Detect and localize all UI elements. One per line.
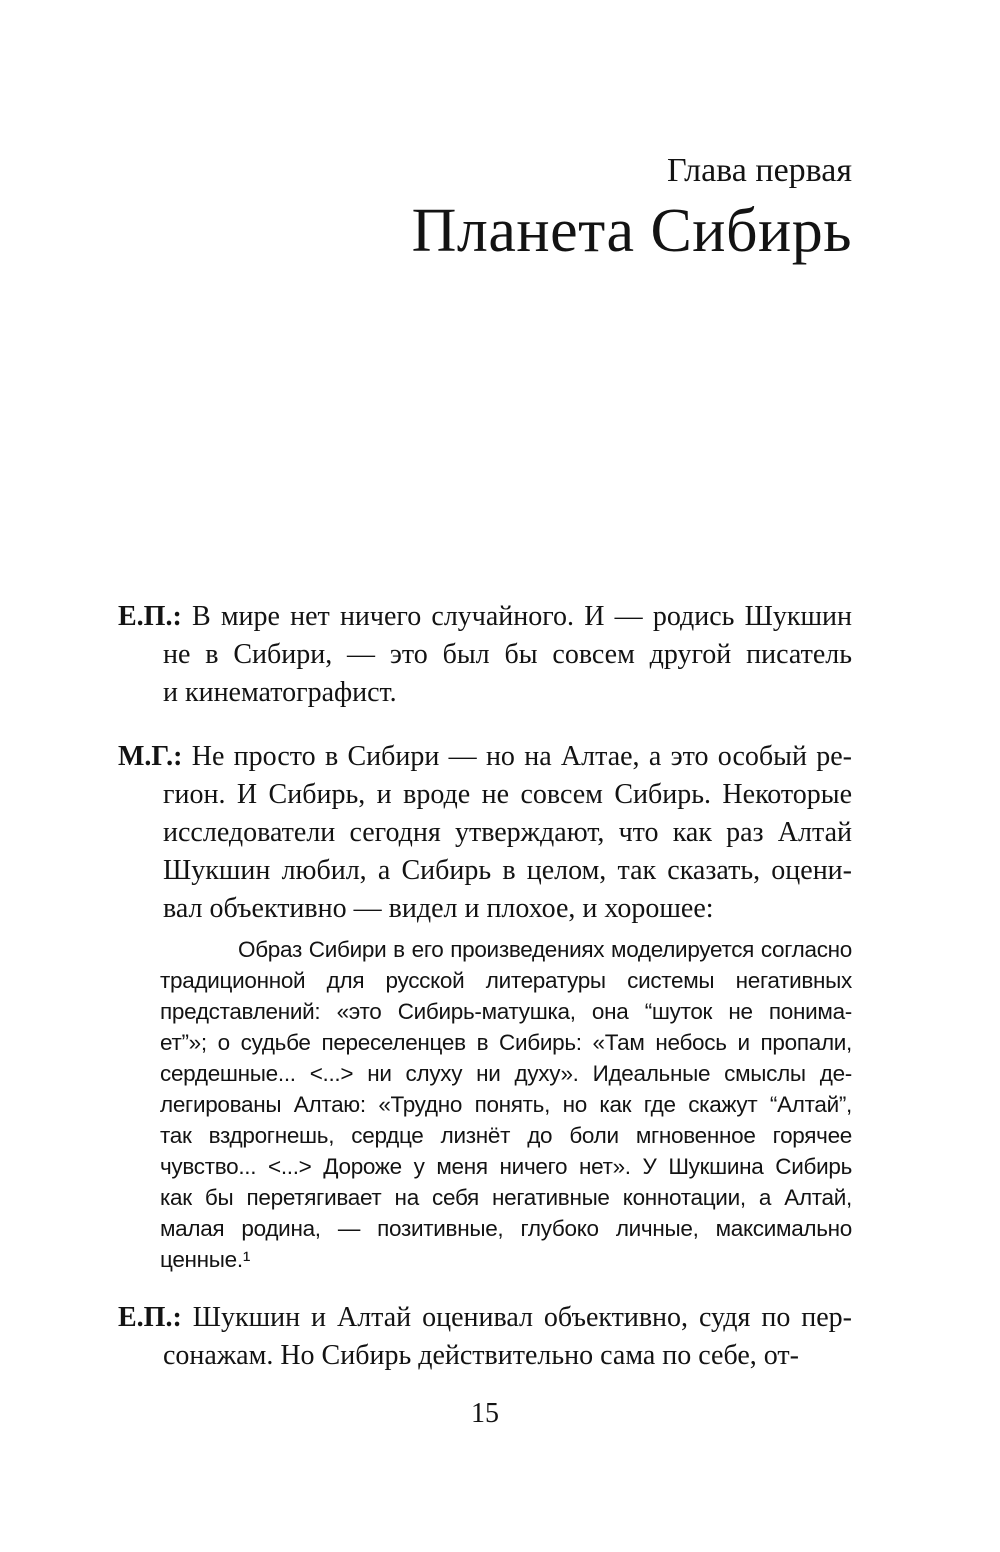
text-line: традиционной для русской литературы системы негативных [160,968,852,993]
text-line: легированы Алтаю: «Трудно понять, но как где скажут “Алтай”, [160,1092,852,1117]
dialogue-paragraph [118,598,852,712]
text-line: не в Сибири, — это был бы совсем другой писатель [163,639,852,670]
block-quote [118,934,852,1275]
chapter-title: Планета Сибирь [411,197,852,265]
page-number: 15 [471,1398,499,1429]
text-line: как бы перетягивает на себя негативные коннотации, а Алтай, [160,1185,852,1210]
text-line: Образ Сибири в его произведениях моделируется согласно [238,937,852,962]
text-line: ценные.¹ [160,1247,251,1272]
text-line: и кинематографист. [163,677,397,708]
text-line: сонажам. Но Сибирь действительно сама по себе, от- [163,1340,799,1371]
text-line: вал объективно — видел и плохое, и хорошее: [163,893,714,924]
text-line: Е.П.: Шукшин и Алтай оценивал объективно, судя по пер- [118,1302,852,1333]
speaker-label: Е.П.: [118,1302,182,1333]
text-column [118,598,852,1375]
text-line: малая родина, — позитивные, глубоко личные, максимально [160,1216,852,1241]
text-line: сердешные... <...> ни слуху ни духу». Идеальные смыслы де- [160,1061,852,1086]
text-line: ет”»; о судьбе переселенцев в Сибирь: «Там небось и пропали, [160,1030,852,1055]
text-line: представлений: «это Сибирь-матушка, она “шуток не понима- [160,999,852,1024]
text-line: чувство... <...> Дороже у меня ничего нет». У Шукшина Сибирь [160,1154,852,1179]
text-line: Шукшин любил, а Сибирь в целом, так сказать, оцени- [163,855,852,886]
text-line: М.Г.: Не просто в Сибири — но на Алтае, а это особый ре- [118,741,852,772]
speaker-label: Е.П.: [118,601,182,632]
dialogue-paragraph [118,738,852,928]
chapter-header [118,150,852,266]
speaker-label: М.Г.: [118,741,183,772]
text-line: так вздрогнешь, сердце лизнёт до боли мгновенное горячее [160,1123,852,1148]
text-line: Е.П.: В мире нет ничего случайного. И — родись Шукшин [118,601,852,632]
chapter-number: Глава первая [667,152,852,189]
text-line: гион. И Сибирь, и вроде не совсем Сибирь. Некоторые [163,779,852,810]
dialogue-paragraph [118,1299,852,1375]
text-line: исследователи сегодня утверждают, что как раз Алтай [163,817,852,848]
